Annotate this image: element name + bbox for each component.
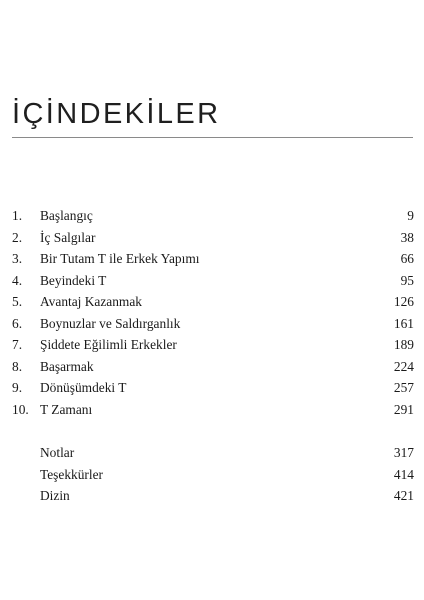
page-title: İÇİNDEKİLER	[12, 98, 221, 130]
chapter-title: Dönüşümdeki T	[40, 380, 127, 395]
toc-row-10	[12, 399, 414, 421]
toc-row-1	[12, 205, 414, 227]
chapter-number: 4.	[12, 272, 23, 288]
page-number: 66	[400, 251, 414, 266]
chapter-title: Başlangıç	[40, 208, 93, 223]
back-matter-title: Notlar	[40, 445, 75, 460]
chapter-title: Şiddete Eğilimli Erkekler	[40, 337, 177, 352]
page-number: 257	[393, 380, 414, 395]
table-of-contents	[12, 205, 414, 507]
chapter-number: 5.	[12, 294, 23, 309]
chapter-number: 2.	[12, 229, 23, 245]
toc-row-index	[12, 485, 414, 507]
toc-row-9	[12, 377, 414, 399]
page-number: 95	[400, 272, 414, 288]
toc-row-acknowledgements	[12, 464, 414, 486]
chapter-title: T Zamanı	[40, 401, 93, 417]
page-number: 421	[393, 488, 414, 503]
page-number: 38	[400, 229, 414, 245]
page-number: 317	[393, 445, 414, 460]
chapter-title: Avantaj Kazanmak	[40, 294, 142, 309]
chapter-number: 7.	[12, 337, 23, 352]
toc-row-2	[12, 227, 414, 249]
back-matter-title: Dizin	[40, 488, 70, 503]
page-number: 224	[393, 358, 414, 374]
chapter-number: 6.	[12, 315, 23, 331]
page-number: 414	[393, 466, 414, 482]
chapter-number: 1.	[12, 208, 23, 223]
page-number: 189	[393, 337, 414, 352]
page-number: 161	[393, 315, 414, 331]
chapter-title: Başarmak	[40, 358, 94, 374]
toc-row-3	[12, 248, 414, 270]
toc-row-notes	[12, 442, 414, 464]
chapter-title: İç Salgılar	[40, 229, 96, 245]
toc-row-8	[12, 356, 414, 378]
chapter-number: 3.	[12, 251, 23, 266]
toc-row-6	[12, 313, 414, 335]
page-number: 291	[393, 401, 414, 417]
page-number: 9	[407, 208, 414, 223]
title-divider	[12, 137, 413, 138]
chapter-number: 10.	[12, 401, 29, 417]
back-matter-title: Teşekkürler	[40, 466, 104, 482]
chapter-number: 9.	[12, 380, 23, 395]
chapter-number: 8.	[12, 358, 23, 374]
toc-row-7	[12, 334, 414, 356]
chapter-title: Bir Tutam T ile Erkek Yapımı	[40, 251, 200, 266]
chapter-title: Beyindeki T	[40, 272, 107, 288]
toc-row-5	[12, 291, 414, 313]
toc-row-4	[12, 270, 414, 292]
chapter-title: Boynuzlar ve Saldırganlık	[40, 315, 181, 331]
section-spacer	[12, 420, 414, 442]
page-number: 126	[393, 294, 414, 309]
